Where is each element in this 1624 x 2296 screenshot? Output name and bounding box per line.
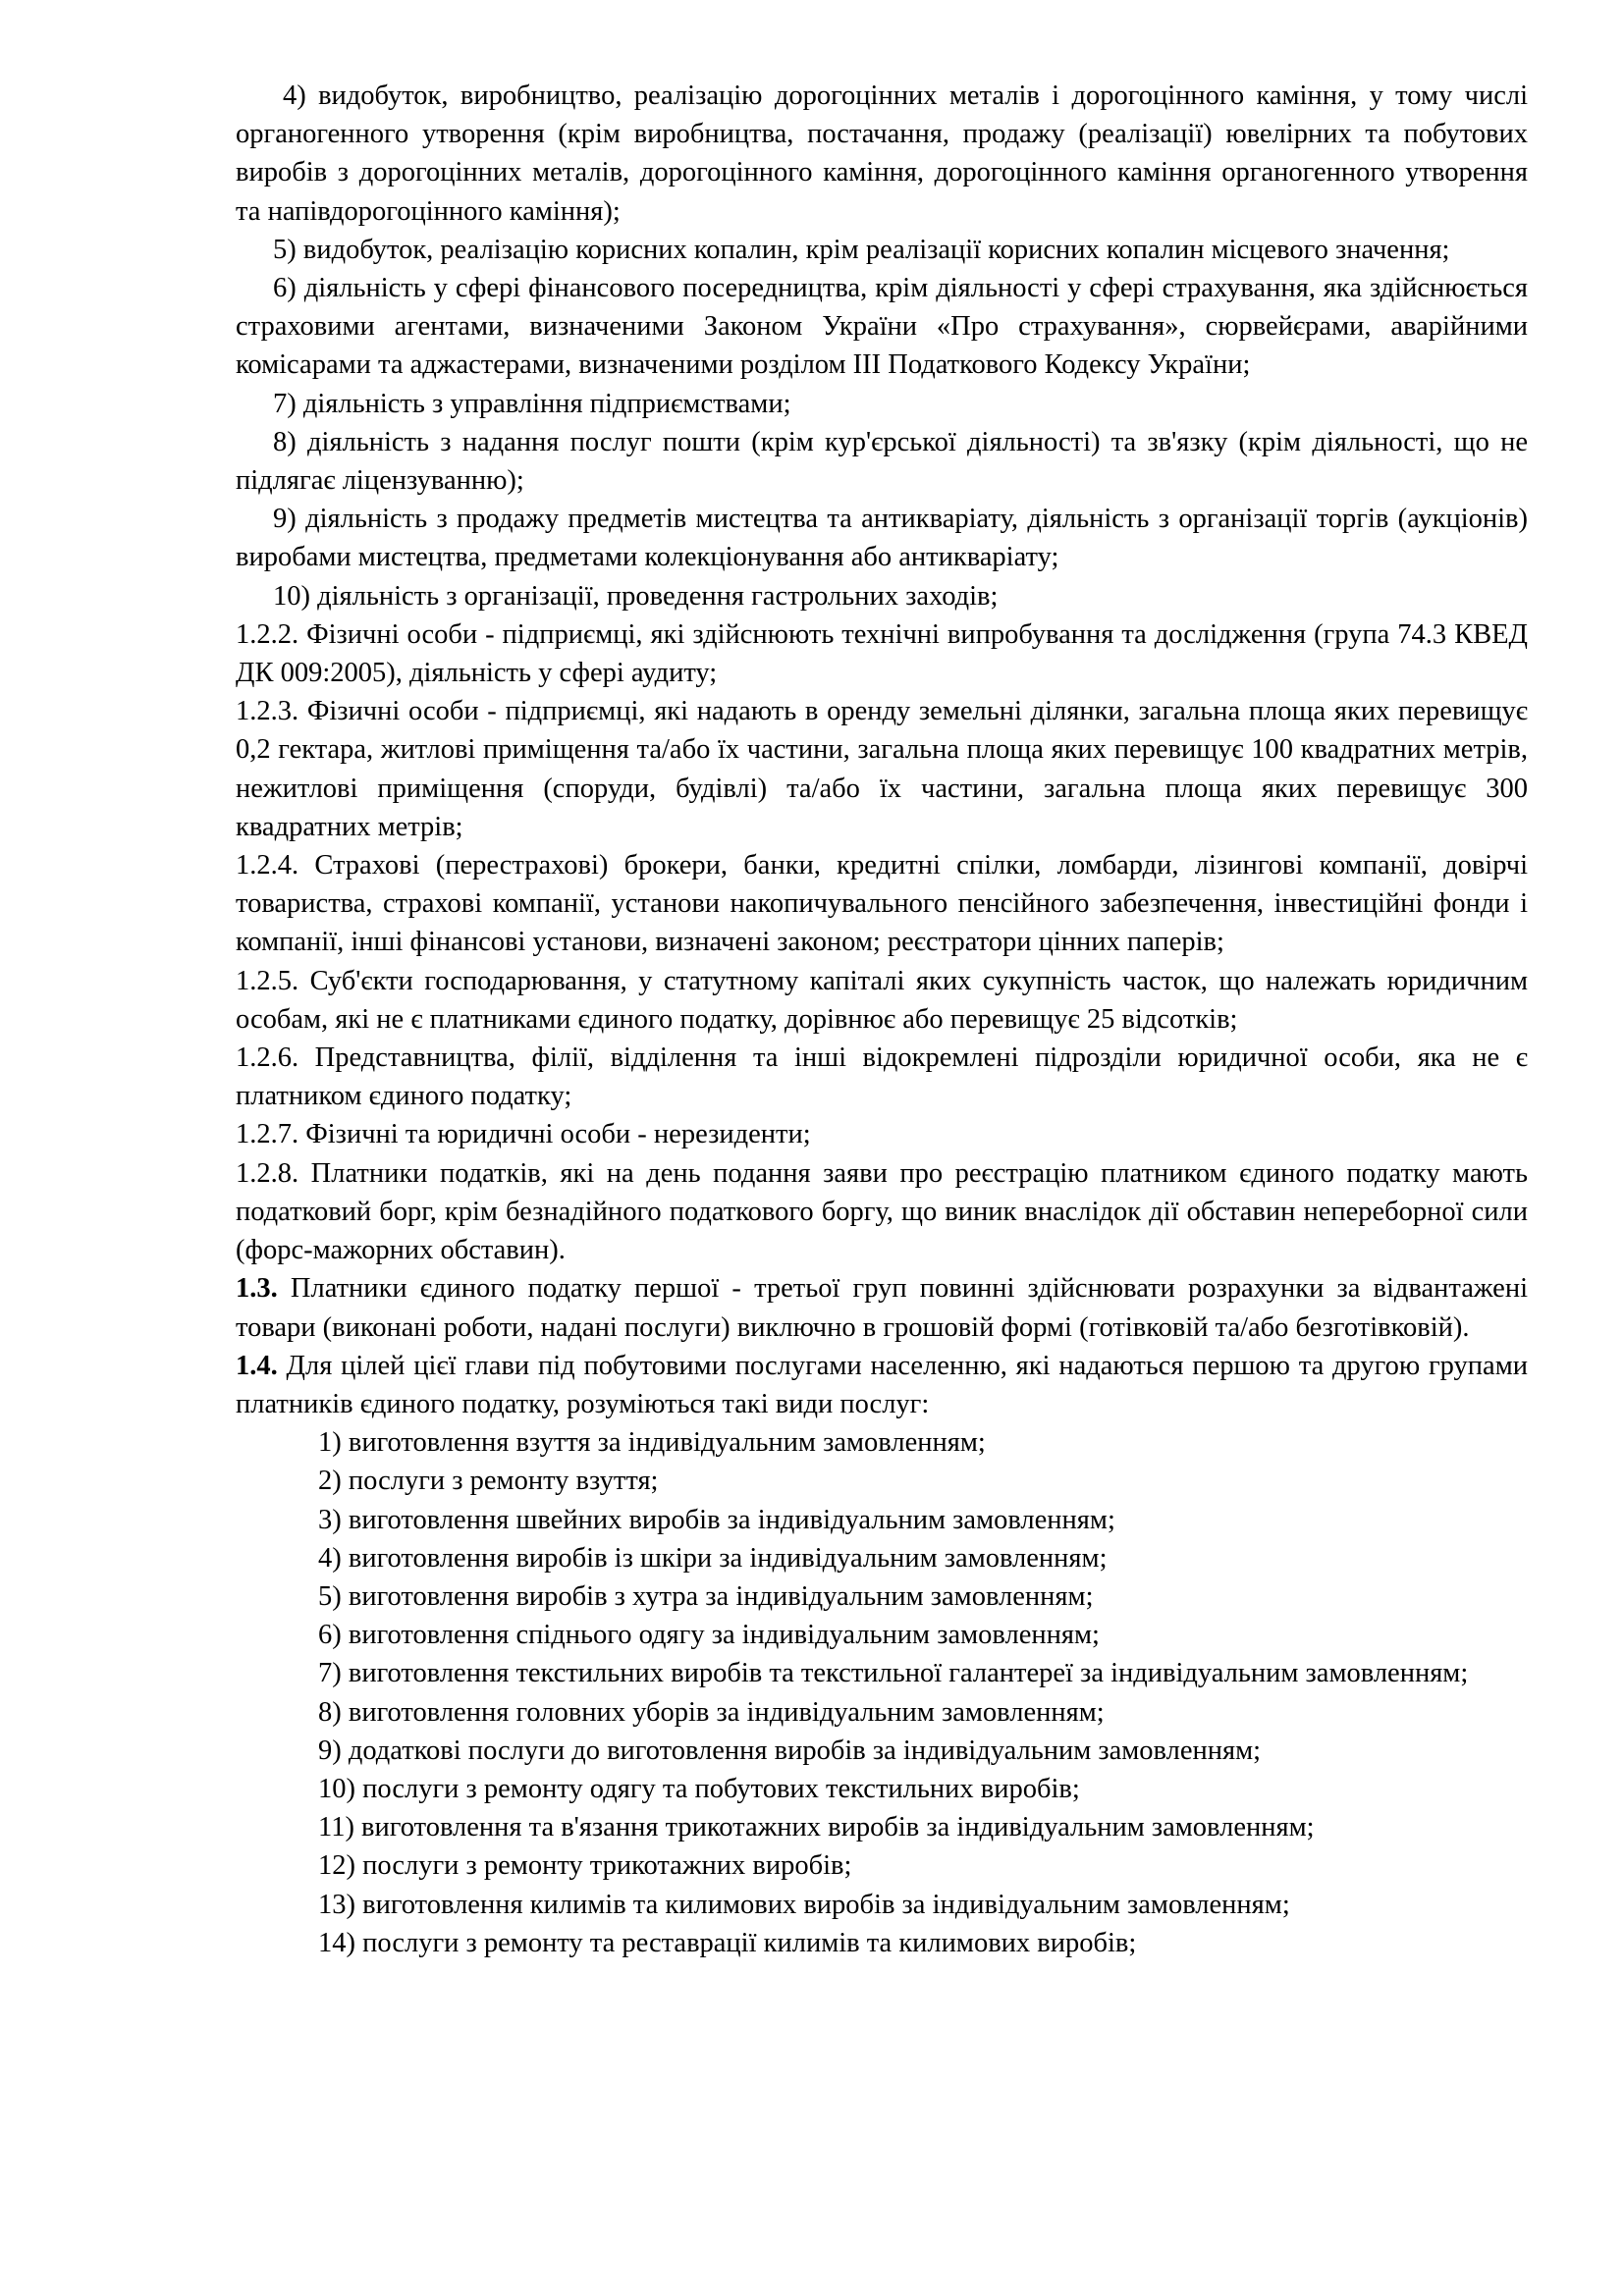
paragraph-text: 12) послуги з ремонту трикотажних виробів; — [318, 1850, 852, 1882]
paragraph — [236, 1808, 1528, 1846]
paragraph-text: 6) діяльність у сфері фінансового посередництва, крім діяльності у сфері страхування, яка здійснюється страховими агентами, визначеними Законом України «Про страхування», сюрвейєрами, аварійними комісарами та аджастерами, визначеними розділом III Податкового Кодексу України; — [236, 273, 1528, 381]
paragraph — [236, 1886, 1528, 1924]
paragraph — [236, 231, 1528, 269]
section-number: 1.4. — [236, 1350, 278, 1381]
paragraph-text: Для цілей цієї глави під побутовими послугами населенню, які надаються першою та другою групами платників єдиного податку, розуміються такі види послуг: — [236, 1350, 1528, 1419]
paragraph-text: 9) діяльність з продажу предметів мистецтва та антикваріату, діяльність з організації торгів (аукціонів) виробами мистецтва, предметами колекціонування або антикваріату; — [236, 504, 1528, 573]
paragraph — [236, 1462, 1528, 1500]
paragraph-text: 4) видобуток, виробництво, реалізацію дорогоцінних металів і дорогоцінного каміння, у тому числі органогенного утворення (крім виробництва, постачання, продажу (реалізації) ювелірних та побутових виробів з дорогоцінних металів, дорогоцінного каміння, дорогоцінного каміння органогенного утворення та напівдорогоцінного каміння); — [236, 80, 1528, 227]
document-body — [236, 77, 1528, 1962]
paragraph — [236, 692, 1528, 846]
paragraph — [236, 1347, 1528, 1423]
paragraph — [236, 1039, 1528, 1115]
paragraph-text: 3) виготовлення швейних виробів за індивідуальним замовленням; — [318, 1504, 1115, 1535]
paragraph — [236, 1654, 1528, 1692]
paragraph — [236, 423, 1528, 500]
paragraph-text: 1.2.5. Суб'єкти господарювання, у статутному капіталі яких сукупність часток, що належать юридичним особам, які не є платниками єдиного податку, дорівнює або перевищує 25 відсотків; — [236, 965, 1528, 1035]
paragraph — [236, 1616, 1528, 1654]
section-number: 1.3. — [236, 1273, 278, 1305]
paragraph-text: 8) виготовлення головних уборів за індивідуальним замовленням; — [318, 1696, 1105, 1728]
paragraph — [236, 1846, 1528, 1885]
paragraph — [236, 77, 1528, 231]
paragraph — [236, 1423, 1528, 1462]
paragraph-text: 1.2.2. Фізичні особи - підприємці, які здійснюють технічні випробування та дослідження (група 74.3 КВЕД ДК 009:2005), діяльність у сфері аудиту; — [236, 618, 1528, 689]
paragraph-text: 1.2.3. Фізичні особи - підприємці, які надають в оренду земельні ділянки, загальна площа яких перевищує 0,2 гектара, житлові приміщення та/або їх частини, загальна площа яких перевищує 100 квадратних метрів, нежитлові приміщення (споруди, будівлі) та/або їх частини, загальна площа яких перевищує 300 квадратних метрів; — [236, 696, 1528, 842]
paragraph-text: 7) виготовлення текстильних виробів та текстильної галантереї за індивідуальним замовленням; — [318, 1658, 1469, 1689]
paragraph — [236, 1732, 1528, 1770]
paragraph-text: 13) виготовлення килимів та килимових виробів за індивідуальним замовленням; — [318, 1889, 1290, 1920]
paragraph — [236, 1770, 1528, 1808]
paragraph — [236, 1539, 1528, 1577]
paragraph-text: 1.2.7. Фізичні та юридичні особи - нерезиденти; — [236, 1119, 811, 1150]
paragraph-text: 1.2.8. Платники податків, які на день подання заяви про реєстрацію платником єдиного податку мають податковий борг, крім безнадійного податкового боргу, що виник внаслідок дії обставин непереборної сили (форс-мажорних обставин). — [236, 1157, 1528, 1266]
paragraph-text: 1.2.4. Страхові (перестрахові) брокери, банки, кредитні спілки, ломбарди, лізингові компанії, довірчі товариства, страхові компанії, установи накопичувального пенсійного забезпечення, інвестиційні фонди і компанії, інші фінансові установи, визначені законом; реєстратори цінних паперів; — [236, 850, 1528, 958]
paragraph-text: 4) виготовлення виробів із шкіри за індивідуальним замовленням; — [318, 1542, 1108, 1574]
paragraph — [236, 500, 1528, 576]
paragraph-text: 9) додаткові послуги до виготовлення виробів за індивідуальним замовленням; — [318, 1735, 1262, 1766]
paragraph-text: 14) послуги з ремонту та реставрації килимів та килимових виробів; — [318, 1927, 1137, 1958]
paragraph-text: 10) діяльність з організації, проведення гастрольних заходів; — [273, 580, 999, 612]
paragraph — [236, 1577, 1528, 1616]
paragraph — [236, 269, 1528, 385]
paragraph — [236, 846, 1528, 962]
paragraph — [236, 385, 1528, 423]
paragraph — [236, 577, 1528, 615]
paragraph — [236, 615, 1528, 692]
paragraph — [236, 1924, 1528, 1962]
paragraph — [236, 1269, 1528, 1346]
paragraph-text: 8) діяльність з надання послуг пошти (крім кур'єрської діяльності) та зв'язку (крім діяльності, що не підлягає ліцензуванню); — [236, 426, 1528, 497]
paragraph — [236, 1115, 1528, 1153]
paragraph-text: 10) послуги з ремонту одягу та побутових текстильних виробів; — [318, 1773, 1080, 1804]
paragraph-text: 1.2.6. Представництва, філії, відділення та інші відокремлені підрозділи юридичної особи, яка не є платником єдиного податку; — [236, 1042, 1528, 1112]
paragraph — [236, 1501, 1528, 1539]
paragraph-text: 2) послуги з ремонту взуття; — [318, 1466, 659, 1497]
paragraph-text: 7) діяльність з управління підприємствами; — [273, 388, 791, 419]
paragraph — [236, 1693, 1528, 1732]
paragraph — [236, 962, 1528, 1039]
paragraph-text: 5) виготовлення виробів з хутра за індивідуальним замовленням; — [318, 1580, 1094, 1612]
paragraph-text: 6) виготовлення спіднього одягу за індивідуальним замовленням; — [318, 1620, 1100, 1651]
paragraph-text: 5) видобуток, реалізацію корисних копалин, крім реалізації корисних копалин місцевого значення; — [273, 234, 1450, 265]
paragraph-text: 1) виготовлення взуття за індивідуальним замовленням; — [318, 1427, 986, 1459]
paragraph — [236, 1154, 1528, 1270]
paragraph-text: Платники єдиного податку першої - третьої груп повинні здійснювати розрахунки за відвантажені товари (виконані роботи, надані послуги) виключно в грошовій формі (готівковій та/або безготівковій). — [236, 1273, 1528, 1343]
paragraph-text: 11) виготовлення та в'язання трикотажних виробів за індивідуальним замовленням; — [318, 1812, 1315, 1843]
